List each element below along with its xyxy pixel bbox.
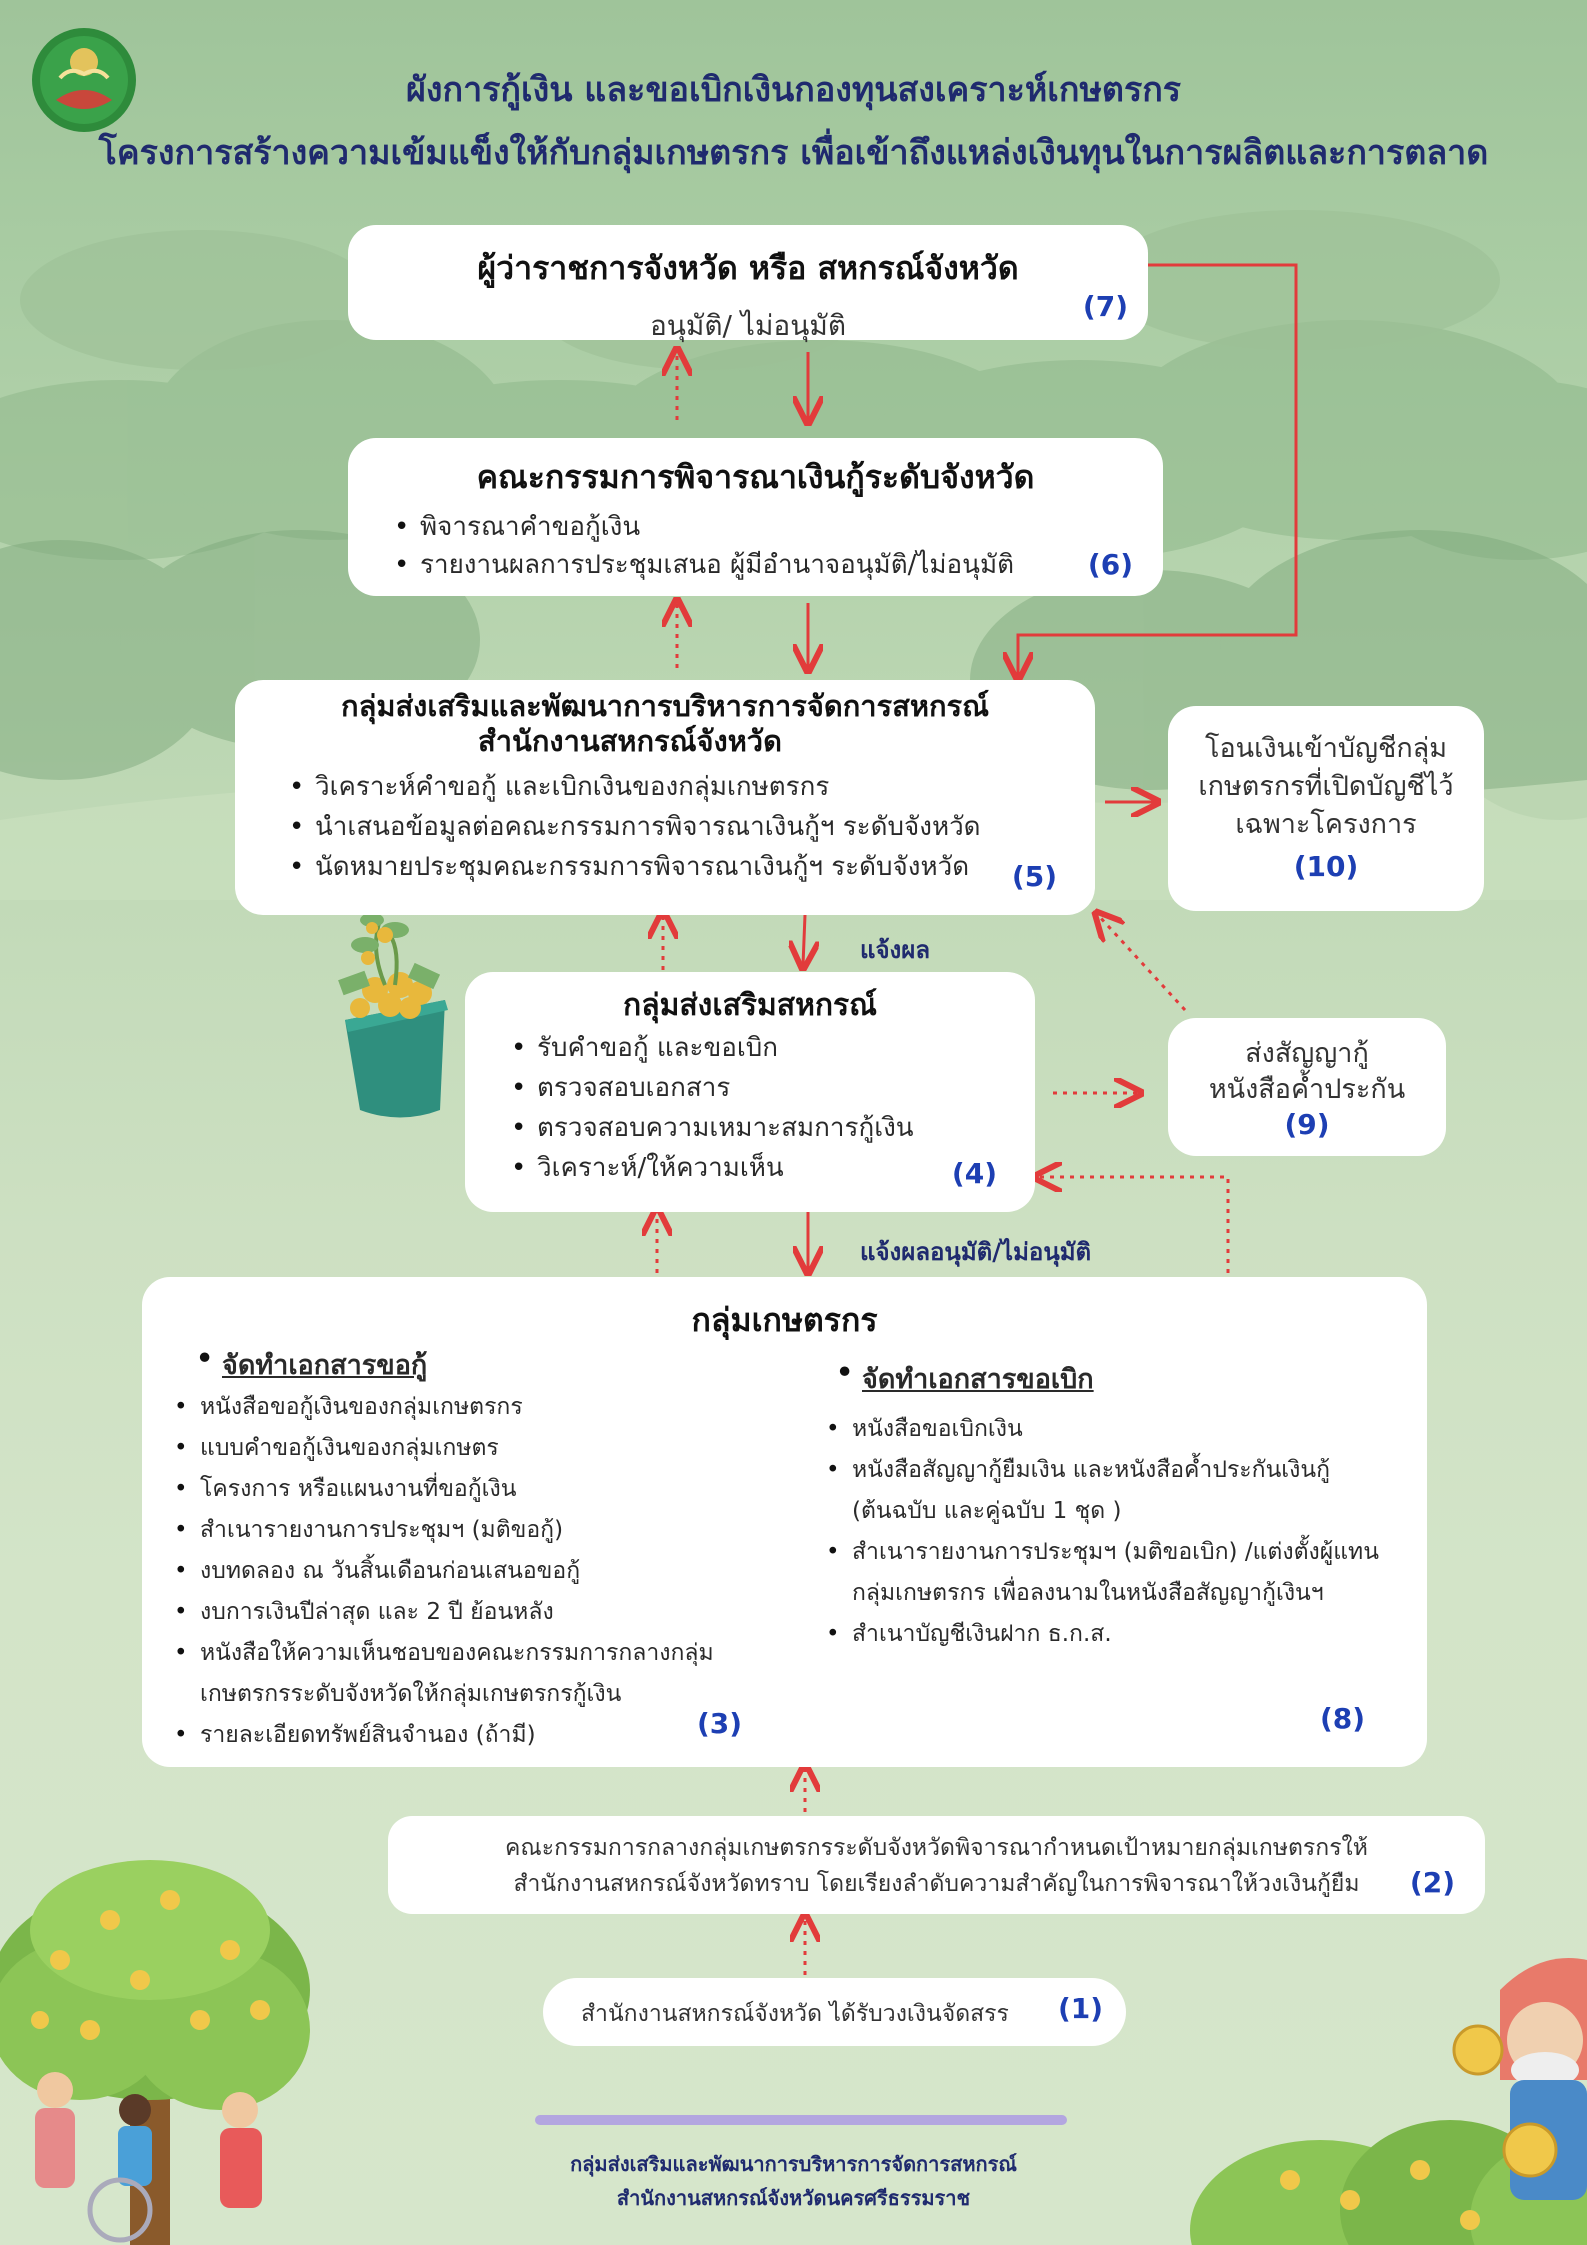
withdraw-doc-item: • หนังสือสัญญากู้ยืมเงิน และหนังสือค้ำประกันเงินกู้ (ต้นฉบับ และคู่ฉบับ 1 ชุด ) — [822, 1450, 1382, 1532]
footer-line1: กลุ่มส่งเสริมและพัฒนาการบริหารการจัดการสหกรณ์ — [570, 2152, 1017, 2176]
withdraw-docs-heading: • จัดทำเอกสารขอเบิก — [832, 1357, 1094, 1400]
step9-box — [1168, 1018, 1446, 1156]
step2-line2: สำนักงานสหกรณ์จังหวัดทราบ โดยเรียงลำดับความสำคัญในการพิจารณาให้วงเงินกู้ยืม — [513, 1871, 1360, 1897]
loan-doc-item: • สำเนารายงานการประชุมฯ (มติขอกู้) — [170, 1510, 760, 1551]
footer-line2: สำนักงานสหกรณ์จังหวัดนครศรีธรรมราช — [616, 2186, 971, 2210]
step1-number: (1) — [1058, 1992, 1104, 2025]
loan-doc-item: • หนังสือขอกู้เงินของกลุ่มเกษตรกร — [170, 1387, 760, 1428]
step7-box — [348, 225, 1148, 340]
step10-number: (10) — [1293, 850, 1359, 883]
step4-item: • ตรวจสอบความเหมาะสมการกู้เงิน — [507, 1108, 914, 1148]
farmer-group-box — [142, 1277, 1427, 1767]
withdraw-doc-item: • สำเนารายงานการประชุมฯ (มติขอเบิก) /แต่งตั้งผู้แทน กลุ่มเกษตรกร เพื่อลงนามในหนังสือสัญญากู้เงินฯ — [822, 1532, 1382, 1614]
arrow-5-to-4 — [803, 915, 805, 965]
step6-item: • รายงานผลการประชุมเสนอ ผู้มีอำนาจอนุมัติ/ไม่อนุมัติ — [390, 546, 1014, 584]
step5-box — [235, 680, 1095, 915]
step6-box — [348, 438, 1163, 596]
step5-list — [285, 767, 981, 887]
step4-item: • วิเคราะห์/ให้ความเห็น — [507, 1148, 914, 1188]
step5-title-line1: กลุ่มส่งเสริมและพัฒนาการบริหารการจัดการสหกรณ์ — [341, 689, 989, 723]
step5-title-line2: สำนักงานสหกรณ์จังหวัด — [478, 724, 782, 758]
loan-doc-item: • โครงการ หรือแผนงานที่ขอกู้เงิน — [170, 1469, 760, 1510]
loan-doc-item: • รายละเอียดทรัพย์สินจำนอง (ถ้ามี) — [170, 1715, 760, 1756]
step10-box — [1168, 706, 1484, 911]
notify-label: แจ้งผล — [860, 936, 931, 964]
step4-title: กลุ่มส่งเสริมสหกรณ์ — [623, 988, 877, 1023]
step4-list — [507, 1028, 914, 1188]
step9-line2: หนังสือค้ำประกัน — [1208, 1074, 1406, 1105]
step4-item: • รับคำขอกู้ และขอเบิก — [507, 1028, 914, 1068]
step2-box — [388, 1816, 1485, 1914]
step7-subtitle: อนุมัติ/ ไม่อนุมัติ — [649, 309, 847, 342]
step6-title: คณะกรรมการพิจารณาเงินกู้ระดับจังหวัด — [476, 458, 1035, 496]
step7-title: ผู้ว่าราชการจังหวัด หรือ สหกรณ์จังหวัด — [477, 249, 1019, 287]
step4-item: • ตรวจสอบเอกสาร — [507, 1068, 914, 1108]
step10-line2: เกษตรกรที่เปิดบัญชีไว้ — [1198, 771, 1454, 802]
withdraw-doc-item: • หนังสือขอเบิกเงิน — [822, 1409, 1382, 1450]
loan-docs-heading: • จัดทำเอกสารขอกู้ — [192, 1343, 427, 1386]
step9-line1: ส่งสัญญากู้ — [1245, 1038, 1369, 1069]
loan-doc-item: • งบการเงินปีล่าสุด และ 2 ปี ย้อนหลัง — [170, 1592, 760, 1633]
step8-number: (8) — [1320, 1702, 1366, 1735]
farmer-group-title: กลุ่มเกษตรกร — [691, 1301, 878, 1339]
step4-number: (4) — [951, 1157, 997, 1190]
step2-line1: คณะกรรมการกลางกลุ่มเกษตรกรระดับจังหวัดพิจารณากำหนดเป้าหมายกลุ่มเกษตรกรให้ — [505, 1835, 1368, 1861]
withdraw-docs-list — [822, 1409, 1382, 1655]
step3-number: (3) — [697, 1707, 743, 1740]
loan-docs-list — [170, 1387, 760, 1756]
step10-line1: โอนเงินเข้าบัญชีกลุ่ม — [1204, 733, 1448, 764]
notify-approval-label: แจ้งผลอนุมัติ/ไม่อนุมัติ — [860, 1238, 1092, 1266]
step1-box — [543, 1978, 1126, 2046]
step9-number: (9) — [1284, 1108, 1330, 1141]
step7-number: (7) — [1082, 290, 1128, 323]
page-title-line1: ผังการกู้เงิน และขอเบิกเงินกองทุนสงเคราะห์เกษตรกร — [405, 70, 1182, 110]
step5-number: (5) — [1011, 860, 1057, 893]
loan-doc-item: • แบบคำขอกู้เงินของกลุ่มเกษตร — [170, 1428, 760, 1469]
loan-doc-item: • งบทดลอง ณ วันสิ้นเดือนก่อนเสนอขอกู้ — [170, 1551, 760, 1592]
step10-line3: เฉพาะโครงการ — [1235, 809, 1417, 840]
withdraw-docs-heading-list — [832, 1357, 1094, 1400]
step6-list — [390, 508, 1014, 584]
step5-item: • นัดหมายประชุมคณะกรรมการพิจารณาเงินกู้ฯ ระดับจังหวัด — [285, 847, 981, 887]
withdraw-doc-item: • สำเนาบัญชีเงินฝาก ธ.ก.ส. — [822, 1614, 1382, 1655]
step5-item: • นำเสนอข้อมูลต่อคณะกรรมการพิจารณาเงินกู้ฯ ระดับจังหวัด — [285, 807, 981, 847]
step5-item: • วิเคราะห์คำขอกู้ และเบิกเงินของกลุ่มเกษตรกร — [285, 767, 981, 807]
step6-item: • พิจารณาคำขอกู้เงิน — [390, 508, 1014, 546]
step1-text: สำนักงานสหกรณ์จังหวัด ได้รับวงเงินจัดสรร — [581, 2001, 1009, 2027]
step2-number: (2) — [1409, 1866, 1455, 1899]
step4-box — [465, 972, 1035, 1212]
step6-number: (6) — [1087, 548, 1133, 581]
loan-doc-item: • หนังสือให้ความเห็นชอบของคณะกรรมการกลางกลุ่ม เกษตรกรระดับจังหวัดให้กลุ่มเกษตรกรกู้เงิน — [170, 1633, 760, 1715]
loan-docs-heading-list — [192, 1343, 427, 1386]
page-title-line2: โครงการสร้างความเข้มแข็งให้กับกลุ่มเกษตรกร เพื่อเข้าถึงแหล่งเงินทุนในการผลิตและการตลาด — [98, 133, 1489, 173]
dotted-arrow-9-to-5 — [1098, 915, 1185, 1010]
